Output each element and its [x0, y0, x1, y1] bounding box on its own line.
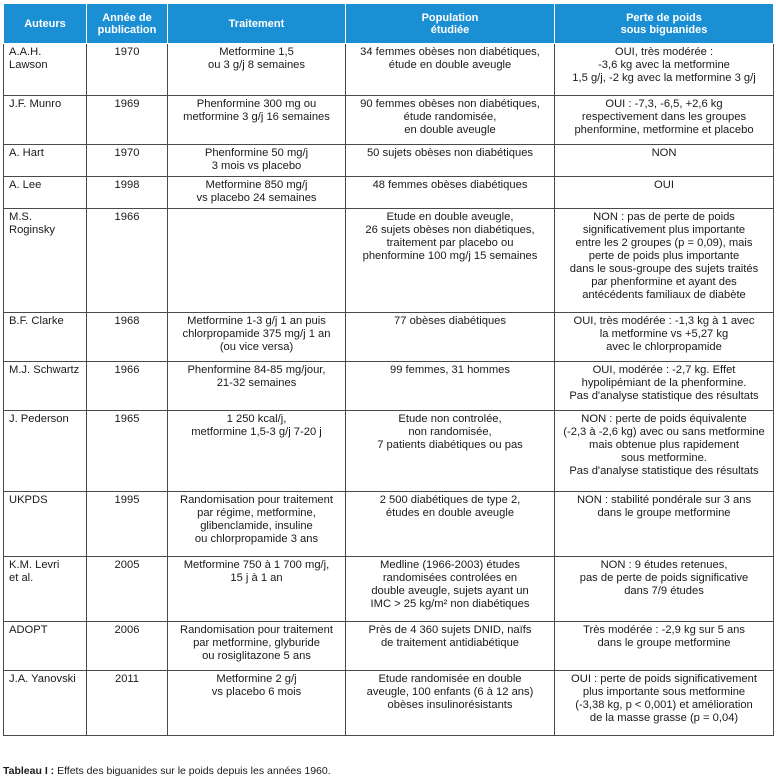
- cell-auteurs: ADOPT: [4, 622, 87, 671]
- table-row: [4, 145, 774, 177]
- cell-auteurs: J. Pederson: [4, 411, 87, 492]
- cell-traitement: Metformine 1-3 g/j 1 an puis chlorpropamide 375 mg/j 1 an (ou vice versa): [168, 313, 346, 362]
- cell-annee: 1998: [87, 177, 168, 209]
- table-row: [4, 362, 774, 411]
- cell-population: Etude en double aveugle, 26 sujets obèses non diabétiques, traitement par placebo ou phenformine 100 mg/j 15 semaines: [346, 209, 555, 313]
- cell-perte: OUI: [555, 177, 774, 209]
- cell-annee: 2006: [87, 622, 168, 671]
- table-row: [4, 557, 774, 622]
- cell-annee: 1966: [87, 209, 168, 313]
- header-traitement: Traitement: [168, 4, 346, 44]
- table-row: [4, 209, 774, 313]
- cell-traitement: Metformine 750 à 1 700 mg/j, 15 j à 1 an: [168, 557, 346, 622]
- cell-auteurs: J.F. Munro: [4, 96, 87, 145]
- cell-annee: 1970: [87, 145, 168, 177]
- cell-population: 48 femmes obèses diabétiques: [346, 177, 555, 209]
- table-row: [4, 671, 774, 736]
- cell-annee: 1995: [87, 492, 168, 557]
- cell-perte: OUI, très modérée : -3,6 kg avec la metformine 1,5 g/j, -2 kg avec la metformine 3 g/j: [555, 44, 774, 96]
- header-population: Population étudiée: [346, 4, 555, 44]
- cell-population: 34 femmes obèses non diabétiques, étude en double aveugle: [346, 44, 555, 96]
- cell-traitement: [168, 209, 346, 313]
- cell-traitement: Phenformine 84-85 mg/jour, 21-32 semaines: [168, 362, 346, 411]
- table-row: [4, 313, 774, 362]
- table-caption: [3, 765, 331, 777]
- cell-population: 2 500 diabétiques de type 2, études en double aveugle: [346, 492, 555, 557]
- cell-population: 50 sujets obèses non diabétiques: [346, 145, 555, 177]
- cell-traitement: Randomisation pour traitement par metformine, glyburide ou rosiglitazone 5 ans: [168, 622, 346, 671]
- cell-perte: NON: [555, 145, 774, 177]
- cell-auteurs: A. Lee: [4, 177, 87, 209]
- cell-perte: OUI, modérée : -2,7 kg. Effet hypolipémiant de la phenformine. Pas d'analyse statistique des résultats: [555, 362, 774, 411]
- table-header-row: [4, 4, 774, 44]
- cell-perte: NON : 9 études retenues, pas de perte de poids significative dans 7/9 études: [555, 557, 774, 622]
- cell-auteurs: A.A.H. Lawson: [4, 44, 87, 96]
- cell-annee: 1968: [87, 313, 168, 362]
- cell-traitement: Phenformine 300 mg ou metformine 3 g/j 16 semaines: [168, 96, 346, 145]
- table-row: [4, 492, 774, 557]
- cell-auteurs: M.J. Schwartz: [4, 362, 87, 411]
- cell-population: Près de 4 360 sujets DNID, naïfs de traitement antidiabétique: [346, 622, 555, 671]
- biguanides-table: [3, 3, 774, 736]
- cell-population: 99 femmes, 31 hommes: [346, 362, 555, 411]
- table-row: [4, 177, 774, 209]
- cell-population: Etude randomisée en double aveugle, 100 enfants (6 à 12 ans) obèses insulinorésistants: [346, 671, 555, 736]
- cell-perte: NON : pas de perte de poids significativement plus importante entre les 2 groupes (p = 0,09), mais perte de poids plus importante dans le sous-groupe des sujets traités par phenformine et ayant des antécédents familiaux de diabète: [555, 209, 774, 313]
- cell-traitement: 1 250 kcal/j, metformine 1,5-3 g/j 7-20 j: [168, 411, 346, 492]
- table-row: [4, 411, 774, 492]
- table-row: [4, 96, 774, 145]
- cell-auteurs: J.A. Yanovski: [4, 671, 87, 736]
- cell-annee: 1966: [87, 362, 168, 411]
- cell-annee: 1969: [87, 96, 168, 145]
- cell-perte: Très modérée : -2,9 kg sur 5 ans dans le groupe metformine: [555, 622, 774, 671]
- cell-perte: NON : stabilité pondérale sur 3 ans dans le groupe metformine: [555, 492, 774, 557]
- header-auteurs: Auteurs: [4, 4, 87, 44]
- cell-population: 90 femmes obèses non diabétiques, étude randomisée, en double aveugle: [346, 96, 555, 145]
- cell-traitement: Metformine 850 mg/j vs placebo 24 semaines: [168, 177, 346, 209]
- cell-annee: 2005: [87, 557, 168, 622]
- cell-auteurs: M.S. Roginsky: [4, 209, 87, 313]
- table-row: [4, 44, 774, 96]
- cell-perte: OUI : -7,3, -6,5, +2,6 kg respectivement dans les groupes phenformine, metformine et placebo: [555, 96, 774, 145]
- cell-traitement: Metformine 2 g/j vs placebo 6 mois: [168, 671, 346, 736]
- cell-population: Etude non controlée, non randomisée, 7 patients diabétiques ou pas: [346, 411, 555, 492]
- header-annee: Année de publication: [87, 4, 168, 44]
- cell-population: Medline (1966-2003) études randomisées controlées en double aveugle, sujets ayant un IMC > 25 kg/m² non diabétiques: [346, 557, 555, 622]
- cell-annee: 2011: [87, 671, 168, 736]
- cell-auteurs: UKPDS: [4, 492, 87, 557]
- cell-traitement: Phenformine 50 mg/j 3 mois vs placebo: [168, 145, 346, 177]
- caption-label: Tableau I :: [3, 765, 55, 777]
- cell-traitement: Randomisation pour traitement par régime, metformine, glibenclamide, insuline ou chlorpropamide 3 ans: [168, 492, 346, 557]
- table-row: [4, 622, 774, 671]
- cell-annee: 1965: [87, 411, 168, 492]
- cell-perte: OUI : perte de poids significativement plus importante sous metformine (-3,38 kg, p < 0,001) et amélioration de la masse grasse (p = 0,04): [555, 671, 774, 736]
- caption-text: Effets des biguanides sur le poids depuis les années 1960.: [54, 765, 331, 777]
- cell-auteurs: A. Hart: [4, 145, 87, 177]
- cell-perte: OUI, très modérée : -1,3 kg à 1 avec la metformine vs +5,27 kg avec le chlorpropamide: [555, 313, 774, 362]
- cell-auteurs: B.F. Clarke: [4, 313, 87, 362]
- cell-traitement: Metformine 1,5 ou 3 g/j 8 semaines: [168, 44, 346, 96]
- cell-annee: 1970: [87, 44, 168, 96]
- cell-population: 77 obèses diabétiques: [346, 313, 555, 362]
- header-perte: Perte de poids sous biguanides: [555, 4, 774, 44]
- cell-auteurs: K.M. Levri et al.: [4, 557, 87, 622]
- cell-perte: NON : perte de poids équivalente (-2,3 à -2,6 kg) avec ou sans metformine mais obtenue plus rapidement sous metformine. Pas d'analyse statistique des résultats: [555, 411, 774, 492]
